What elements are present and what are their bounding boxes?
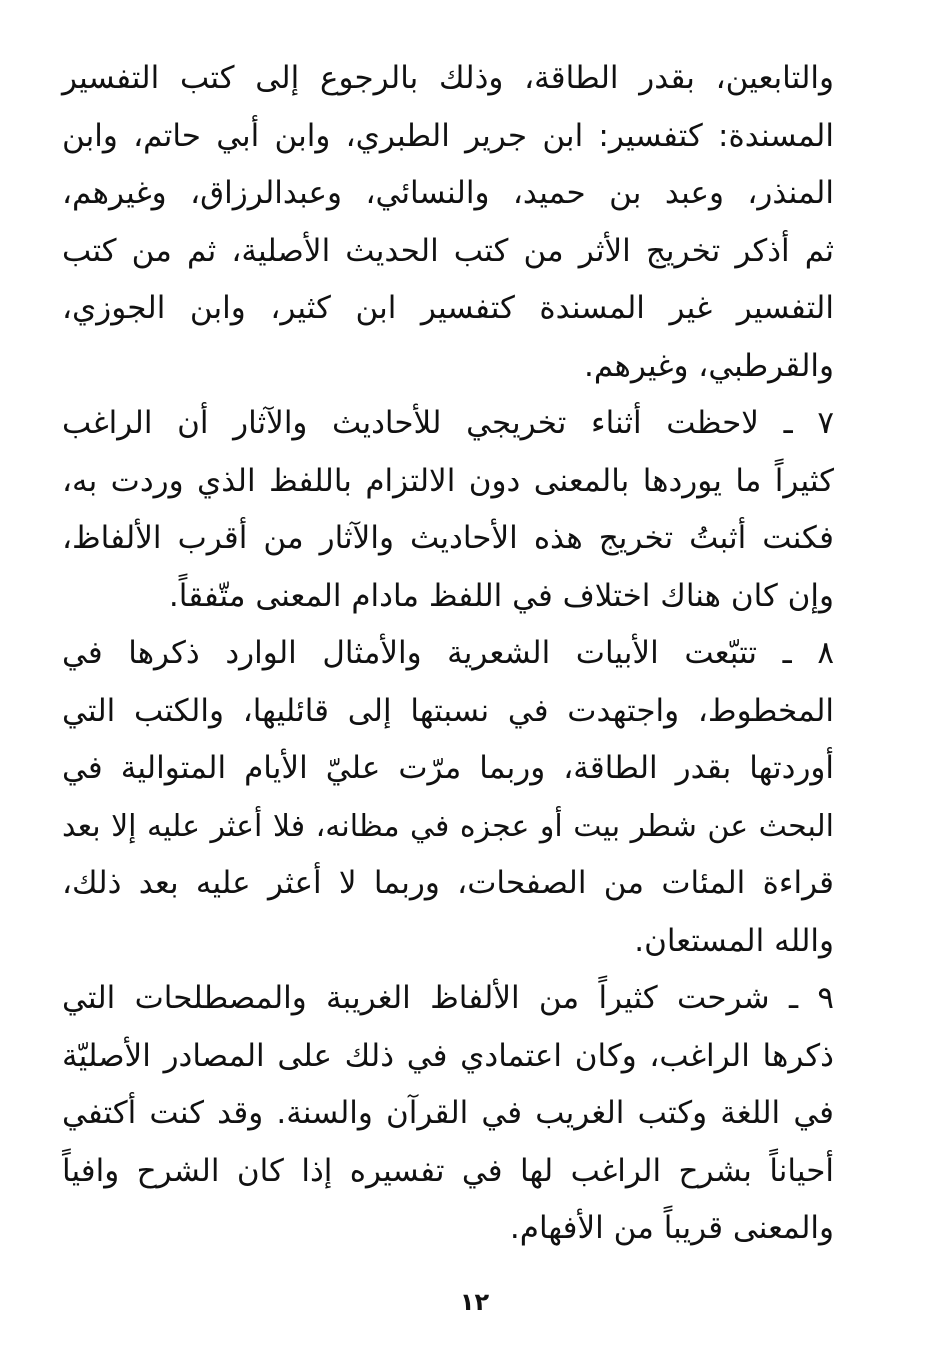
- text-line: البحث عن شطر بيت أو عجزه في مظانه، فلا أعثر عليه إلا بعد: [62, 808, 834, 844]
- text-line: التفسير غير المسندة كتفسير ابن كثير، وابن الجوزي،: [62, 290, 834, 326]
- paragraph-end-line: والقرطبي، وغيرهم.: [583, 347, 834, 384]
- item-7-line: ٧ ـ لاحظت أثناء تخريجي للأحاديث والآثار أن الراغب: [62, 405, 834, 441]
- text-line: ثم أذكر تخريج الأثر من كتب الحديث الأصلية، ثم من كتب: [62, 232, 834, 269]
- text-line: المسندة: كتفسير: ابن جرير الطبري، وابن أبي حاتم، وابن: [62, 117, 834, 154]
- page-number: ١٢: [459, 1288, 490, 1316]
- text-line: أحياناً بشرح الراغب لها في تفسيره إذا كان الشرح وافياً: [62, 1152, 834, 1189]
- text-line: المنذر، وعبد بن حميد، والنسائي، وعبدالرزاق، وغيرهم،: [62, 175, 834, 211]
- body-text: [62, 50, 834, 1258]
- item-9-line: ٩ ـ شرحت كثيراً من الألفاظ الغريبة والمصطلحات التي: [62, 980, 834, 1016]
- text-line: كثيراً ما يوردها بالمعنى دون الالتزام باللفظ الذي وردت به،: [62, 462, 834, 499]
- text-line: قراءة المئات من الصفحات، وربما لا أعثر عليه بعد ذلك،: [62, 865, 834, 901]
- text-line: أوردتها بقدر الطاقة، وربما مرّت عليّ الأيام المتوالية في: [62, 750, 834, 786]
- text-line: والتابعين، بقدر الطاقة، وذلك بالرجوع إلى كتب التفسير: [62, 60, 834, 96]
- text-line: المخطوط، واجتهدت في نسبتها إلى قائليها، والكتب التي: [62, 692, 834, 729]
- text-line: في اللغة وكتب الغريب في القرآن والسنة. وقد كنت أكتفي: [62, 1095, 834, 1131]
- paragraph-end-line: والمعنى قريباً من الأفهام.: [509, 1210, 834, 1246]
- paragraph-end-line: والله المستعان.: [634, 922, 834, 959]
- paragraph-end-line: وإن كان هناك اختلاف في اللفظ مادام المعنى متّفقاً.: [168, 577, 834, 614]
- text-line: ذكرها الراغب، وكان اعتمادي في ذلك على المصادر الأصليّة: [62, 1037, 834, 1074]
- item-8-line: ٨ ـ تتبّعت الأبيات الشعرية والأمثال الوارد ذكرها في: [62, 635, 834, 671]
- text-line: فكنت أثبتُ تخريج هذه الأحاديث والآثار من أقرب الألفاظ،: [62, 520, 834, 556]
